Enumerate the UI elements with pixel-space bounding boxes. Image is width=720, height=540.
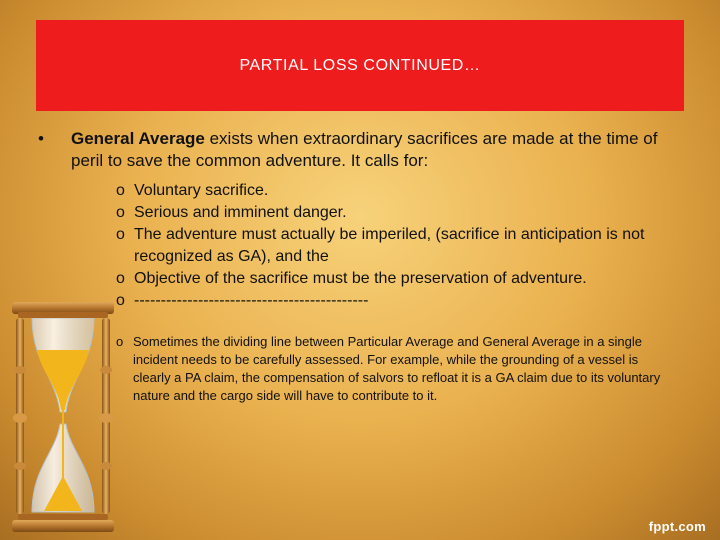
note-text: Sometimes the dividing line between Particular Average and General Average in a single incident needs to be carefully assessed. For example, while the grounding of a vessel is clearly a PA claim, the compensation of salvors to refloat it is a GA claim due to its voluntary nature and the cargo side will have to contribute to it.	[133, 334, 661, 403]
list-item-text: Objective of the sacrifice must be the preservation of adventure.	[134, 270, 587, 287]
list-marker: o	[116, 334, 124, 349]
main-bullet-text	[71, 128, 678, 172]
main-bullet-body: exists when extraordinary sacrifices are made at the time of peril to save the common adventure. It calls for:	[71, 129, 658, 170]
list-marker: o	[116, 182, 125, 199]
list-item	[116, 180, 676, 202]
list-item-text: The adventure must actually be imperiled, (sacrifice in anticipation is not recognized as GA), and the	[134, 226, 645, 265]
list-marker: o	[116, 292, 125, 309]
list-item-text: --------------------------------------------	[134, 292, 369, 309]
list-item	[116, 202, 676, 224]
list-item	[116, 224, 676, 268]
list-item	[116, 290, 676, 312]
brand-watermark: fppt.com	[648, 519, 706, 534]
slide-title: PARTIAL LOSS CONTINUED…	[239, 56, 481, 74]
list-marker: o	[116, 270, 125, 287]
title-banner	[36, 20, 684, 111]
requirements-list	[116, 180, 676, 312]
hourglass-icon	[4, 300, 122, 536]
list-item	[116, 268, 676, 290]
note-list	[116, 333, 676, 405]
list-marker: o	[116, 204, 125, 221]
list-marker: o	[116, 226, 125, 243]
list-item-text: Voluntary sacrifice.	[134, 182, 269, 199]
main-bullet	[38, 128, 678, 172]
list-item-text: Serious and imminent danger.	[134, 204, 347, 221]
bold-term: General Average	[71, 129, 205, 148]
bullet-marker: •	[38, 129, 44, 148]
list-item	[116, 333, 676, 405]
